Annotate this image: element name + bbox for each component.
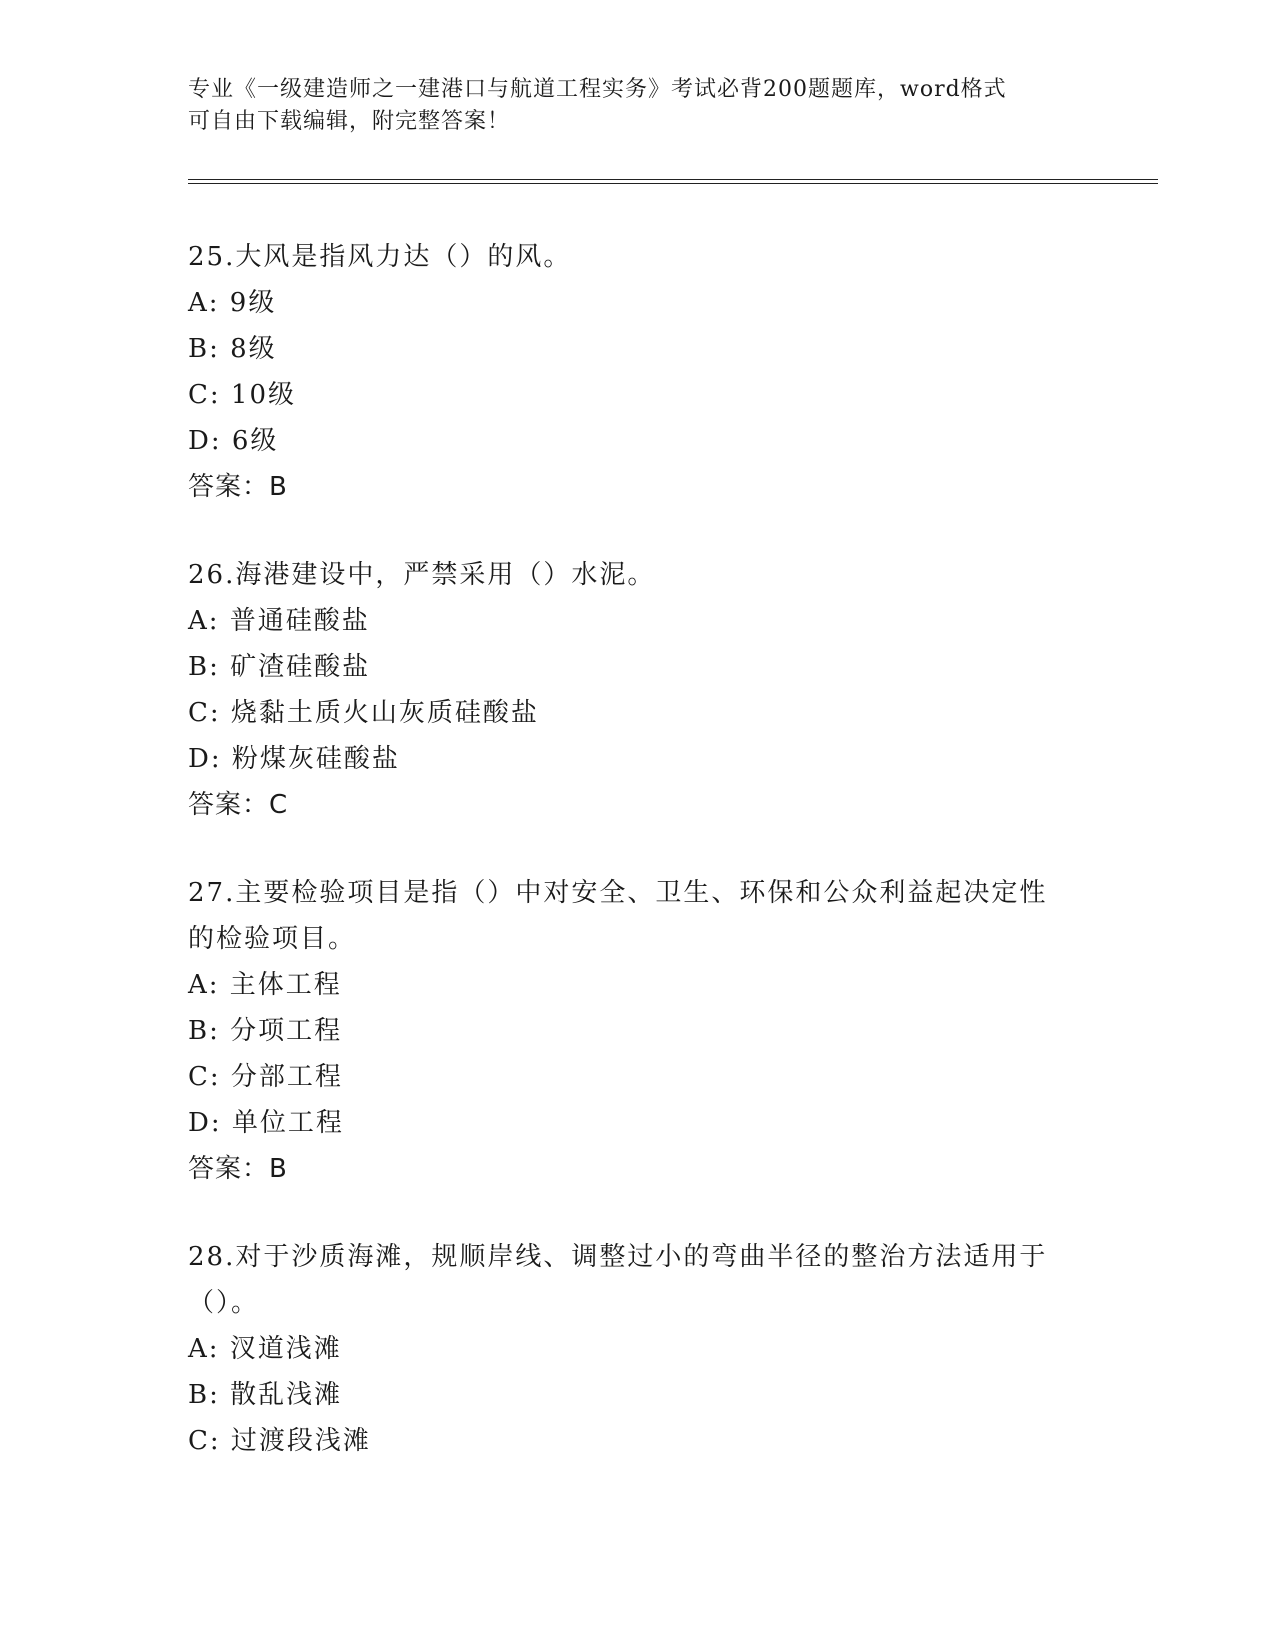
option-d: D: 单位工程 bbox=[188, 1108, 344, 1138]
question-text-line-2: （）。 bbox=[188, 1288, 260, 1318]
option-d: D: 6级 bbox=[188, 426, 279, 456]
option-a: A: 9级 bbox=[188, 288, 277, 318]
option-b: B: 8级 bbox=[188, 334, 277, 364]
question-25 bbox=[188, 234, 1088, 510]
question-text: 25.大风是指风力达（）的风。 bbox=[188, 242, 572, 272]
header-title-line-1: 专业《一级建造师之一建港口与航道工程实务》考试必背200题题库，word格式 bbox=[188, 77, 1007, 102]
header-title-line-2: 可自由下载编辑，附完整答案！ bbox=[188, 109, 511, 134]
header-divider-bottom bbox=[188, 183, 1158, 184]
option-b: B: 散乱浅滩 bbox=[188, 1380, 343, 1410]
answer: 答案：B bbox=[188, 472, 288, 502]
option-a: A: 主体工程 bbox=[188, 970, 342, 1000]
option-a: A: 普通硅酸盐 bbox=[188, 606, 370, 636]
option-c: C: 10级 bbox=[188, 380, 297, 410]
header-divider-top bbox=[188, 179, 1158, 180]
question-text: 26.海港建设中，严禁采用（）水泥。 bbox=[188, 560, 656, 590]
question-list bbox=[188, 234, 1088, 1506]
question-text-line-1: 28.对于沙质海滩，规顺岸线、调整过小的弯曲半径的整治方法适用于 bbox=[188, 1242, 1048, 1272]
answer: 答案：C bbox=[188, 790, 289, 820]
document-header bbox=[188, 74, 1088, 138]
option-b: B: 分项工程 bbox=[188, 1016, 343, 1046]
option-c: C: 烧黏土质火山灰质硅酸盐 bbox=[188, 698, 539, 728]
answer: 答案：B bbox=[188, 1154, 288, 1184]
question-27 bbox=[188, 870, 1088, 1192]
question-text-line-1: 27.主要检验项目是指（）中对安全、卫生、环保和公众利益起决定性 bbox=[188, 878, 1048, 908]
question-text-line-2: 的检验项目。 bbox=[188, 924, 357, 954]
option-d: D: 粉煤灰硅酸盐 bbox=[188, 744, 400, 774]
option-c: C: 分部工程 bbox=[188, 1062, 343, 1092]
option-a: A: 汊道浅滩 bbox=[188, 1334, 342, 1364]
question-26 bbox=[188, 552, 1088, 828]
question-28 bbox=[188, 1234, 1088, 1464]
option-b: B: 矿渣硅酸盐 bbox=[188, 652, 371, 682]
option-c: C: 过渡段浅滩 bbox=[188, 1426, 371, 1456]
